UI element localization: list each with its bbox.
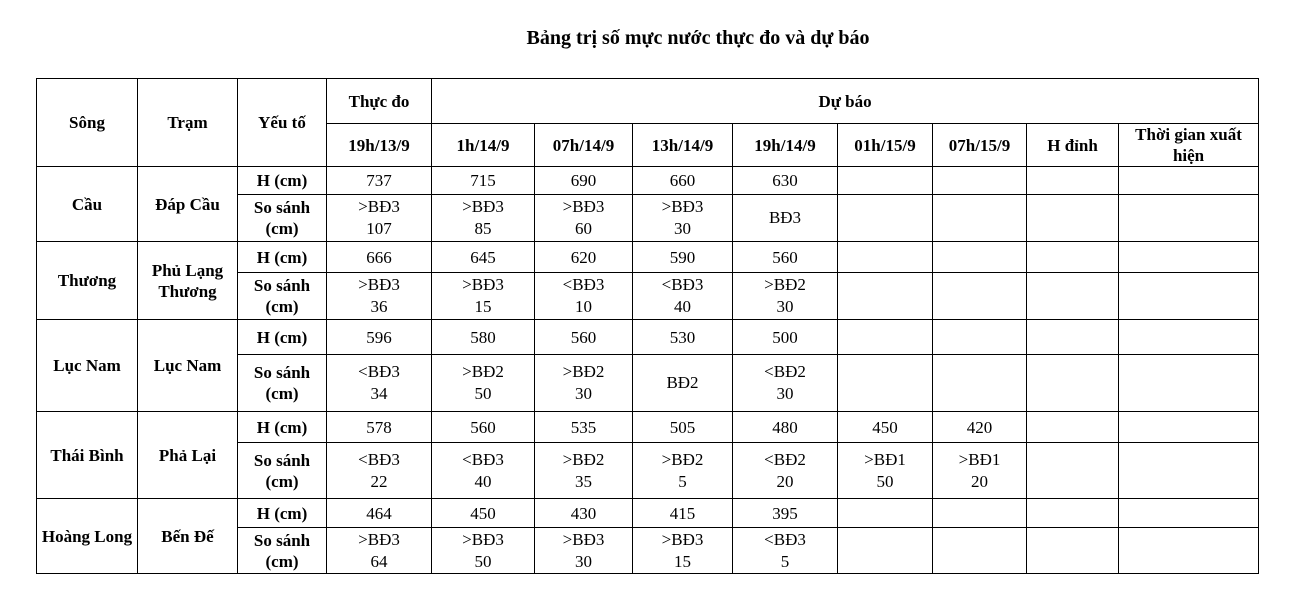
compare-diff: 50 (474, 551, 492, 571)
h-value-cell: 415 (633, 499, 733, 528)
h-dinh-cell (1027, 320, 1119, 355)
h-value-cell: 737 (327, 167, 432, 195)
compare-diff: 30 (776, 297, 794, 316)
compare-level: <BĐ3 (764, 529, 806, 549)
compare-level: >BĐ3 (661, 197, 704, 216)
compare-cell (933, 273, 1027, 320)
thoi-gian-cell (1119, 195, 1259, 242)
compare-level: >BĐ3 (462, 197, 504, 216)
h-dinh-cell (1027, 355, 1119, 412)
compare-diff: 15 (674, 551, 691, 571)
label-h: H (cm) (238, 499, 327, 528)
page-title: Bảng trị số mực nước thực đo và dự báo (526, 27, 870, 49)
station-name: Lục Nam (138, 320, 238, 412)
header-time: 07h/15/9 (933, 124, 1027, 167)
thoi-gian-cell (1119, 443, 1259, 499)
h-value-cell: 580 (432, 320, 535, 355)
compare-cell (535, 443, 633, 499)
compare-diff: 20 (776, 471, 794, 491)
h-value-cell (933, 320, 1027, 355)
compare-diff: 5 (780, 551, 790, 571)
thoi-gian-cell (1119, 273, 1259, 320)
compare-cell (327, 443, 432, 499)
river-name: Lục Nam (37, 320, 138, 412)
h-value-cell (933, 167, 1027, 195)
compare-level: >BĐ2 (661, 449, 704, 469)
h-value-cell (838, 499, 933, 528)
thoi-gian-cell (1119, 528, 1259, 574)
compare-level: >BĐ3 (661, 529, 704, 549)
label-so-sanh: So sánh (cm) (238, 195, 327, 242)
compare-diff: 60 (575, 219, 592, 238)
thoi-gian-cell (1119, 355, 1259, 412)
river-name: Hoàng Long (37, 499, 138, 574)
compare-diff: 30 (575, 384, 592, 403)
compare-level: BĐ3 (768, 208, 802, 227)
compare-cell (633, 273, 733, 320)
h-value-cell (838, 320, 933, 355)
compare-cell (733, 443, 838, 499)
compare-cell (432, 273, 535, 320)
compare-diff: 85 (474, 219, 492, 238)
compare-cell (838, 528, 933, 574)
h-value-cell: 560 (535, 320, 633, 355)
compare-cell (327, 528, 432, 574)
water-level-table (36, 78, 1259, 574)
h-value-cell: 715 (432, 167, 535, 195)
compare-diff: 5 (678, 471, 687, 491)
thoi-gian-cell (1119, 167, 1259, 195)
compare-cell (535, 528, 633, 574)
river-name: Cầu (37, 167, 138, 242)
header-time: 13h/14/9 (633, 124, 733, 167)
compare-diff: 34 (370, 384, 388, 403)
compare-cell (327, 195, 432, 242)
h-value-cell: 645 (432, 242, 535, 273)
compare-cell (535, 273, 633, 320)
h-value-cell: 420 (933, 412, 1027, 443)
compare-level: <BĐ3 (661, 275, 704, 294)
h-value-cell: 500 (733, 320, 838, 355)
header-time: 19h/13/9 (327, 124, 432, 167)
h-value-cell: 450 (838, 412, 933, 443)
label-so-sanh: So sánh (cm) (238, 273, 327, 320)
compare-cell (633, 355, 733, 412)
compare-diff: 20 (971, 471, 988, 491)
compare-cell (733, 355, 838, 412)
compare-diff: 50 (474, 384, 492, 403)
compare-diff: 40 (474, 471, 492, 491)
label-h: H (cm) (238, 412, 327, 443)
compare-level: <BĐ3 (562, 275, 605, 294)
compare-level: >BĐ3 (358, 529, 400, 549)
compare-diff: 64 (370, 551, 388, 571)
header-time: 01h/15/9 (838, 124, 933, 167)
compare-diff: 40 (674, 297, 691, 316)
h-value-cell: 666 (327, 242, 432, 273)
thoi-gian-cell (1119, 412, 1259, 443)
header-time: 1h/14/9 (432, 124, 535, 167)
h-value-cell: 630 (733, 167, 838, 195)
label-h: H (cm) (238, 320, 327, 355)
compare-cell (933, 355, 1027, 412)
compare-cell (838, 355, 933, 412)
thoi-gian-cell (1119, 320, 1259, 355)
h-dinh-cell (1027, 528, 1119, 574)
h-value-cell: 505 (633, 412, 733, 443)
compare-diff: 35 (575, 471, 592, 491)
station-name: Bến Đế (138, 499, 238, 574)
river-name: Thái Bình (37, 412, 138, 499)
compare-cell (633, 443, 733, 499)
compare-level: >BĐ3 (562, 529, 605, 549)
compare-diff: 10 (575, 297, 592, 316)
header-time: 07h/14/9 (535, 124, 633, 167)
thoi-gian-cell (1119, 499, 1259, 528)
compare-level: >BĐ1 (864, 449, 906, 469)
compare-level: >BĐ2 (462, 362, 504, 381)
h-value-cell: 430 (535, 499, 633, 528)
station-name: Phả Lại (138, 412, 238, 499)
compare-level: >BĐ2 (764, 275, 806, 294)
compare-level: >BĐ3 (462, 529, 504, 549)
compare-level: >BĐ1 (958, 449, 1001, 469)
compare-diff: 22 (370, 471, 388, 491)
compare-cell (733, 528, 838, 574)
compare-cell (535, 355, 633, 412)
header-song: Sông (37, 79, 138, 167)
h-value-cell (933, 499, 1027, 528)
compare-level: <BĐ2 (764, 449, 806, 469)
station-name: Phủ Lạng Thương (138, 242, 238, 320)
compare-cell (633, 528, 733, 574)
compare-cell (633, 195, 733, 242)
h-dinh-cell (1027, 195, 1119, 242)
h-value-cell: 480 (733, 412, 838, 443)
h-value-cell: 450 (432, 499, 535, 528)
label-h: H (cm) (238, 167, 327, 195)
compare-level: <BĐ3 (358, 449, 400, 469)
label-h: H (cm) (238, 242, 327, 273)
compare-level: >BĐ3 (562, 197, 605, 216)
compare-diff: 107 (366, 219, 392, 238)
compare-diff: 30 (575, 551, 592, 571)
h-value-cell: 535 (535, 412, 633, 443)
compare-cell (327, 273, 432, 320)
h-dinh-cell (1027, 242, 1119, 273)
compare-cell (432, 528, 535, 574)
h-dinh-cell (1027, 167, 1119, 195)
h-value-cell: 660 (633, 167, 733, 195)
compare-cell (535, 195, 633, 242)
compare-cell (432, 355, 535, 412)
river-name: Thương (37, 242, 138, 320)
thoi-gian-cell (1119, 242, 1259, 273)
compare-cell (933, 443, 1027, 499)
compare-cell (733, 273, 838, 320)
header-yeu-to: Yếu tố (238, 79, 327, 167)
station-row-h (37, 499, 1259, 528)
station-name: Đáp Cầu (138, 167, 238, 242)
h-value-cell (838, 167, 933, 195)
h-value-cell: 530 (633, 320, 733, 355)
compare-level: <BĐ2 (764, 362, 806, 381)
compare-cell (933, 195, 1027, 242)
compare-diff: 30 (776, 384, 794, 403)
compare-cell (838, 195, 933, 242)
h-value-cell (933, 242, 1027, 273)
h-value-cell: 560 (733, 242, 838, 273)
compare-diff: 15 (474, 297, 492, 316)
compare-cell (933, 528, 1027, 574)
compare-level: <BĐ3 (358, 362, 400, 381)
h-value-cell: 596 (327, 320, 432, 355)
header-time: 19h/14/9 (733, 124, 838, 167)
h-value-cell: 690 (535, 167, 633, 195)
compare-level: >BĐ3 (358, 197, 400, 216)
label-so-sanh: So sánh (cm) (238, 528, 327, 574)
station-row-h (37, 242, 1259, 273)
h-value-cell: 620 (535, 242, 633, 273)
compare-level: <BĐ3 (462, 449, 504, 469)
compare-level: >BĐ2 (562, 362, 605, 381)
compare-cell (838, 443, 933, 499)
label-so-sanh: So sánh (cm) (238, 443, 327, 499)
compare-diff: 50 (876, 471, 894, 491)
compare-level: >BĐ2 (562, 449, 605, 469)
header-du-bao: Dự báo (432, 79, 1259, 124)
h-value-cell: 578 (327, 412, 432, 443)
h-dinh-cell (1027, 273, 1119, 320)
station-row-h (37, 167, 1259, 195)
station-row-h (37, 412, 1259, 443)
h-value-cell: 560 (432, 412, 535, 443)
label-so-sanh: So sánh (cm) (238, 355, 327, 412)
header-thoi-gian: Thời gian xuất hiện (1119, 124, 1259, 167)
compare-cell (327, 355, 432, 412)
compare-diff: 30 (674, 219, 691, 238)
header-thuc-do: Thực đo (327, 79, 432, 124)
compare-level: >BĐ3 (358, 275, 400, 294)
compare-cell (838, 273, 933, 320)
header-h-dinh: H đỉnh (1027, 124, 1119, 167)
header-tram: Trạm (138, 79, 238, 167)
h-value-cell (838, 242, 933, 273)
compare-cell (733, 195, 838, 242)
h-value-cell: 590 (633, 242, 733, 273)
h-dinh-cell (1027, 412, 1119, 443)
h-dinh-cell (1027, 499, 1119, 528)
compare-diff: 36 (370, 297, 388, 316)
h-value-cell: 464 (327, 499, 432, 528)
compare-level: >BĐ3 (462, 275, 504, 294)
h-value-cell: 395 (733, 499, 838, 528)
compare-cell (432, 443, 535, 499)
compare-level: BĐ2 (666, 373, 699, 392)
compare-cell (432, 195, 535, 242)
h-dinh-cell (1027, 443, 1119, 499)
station-row-h (37, 320, 1259, 355)
